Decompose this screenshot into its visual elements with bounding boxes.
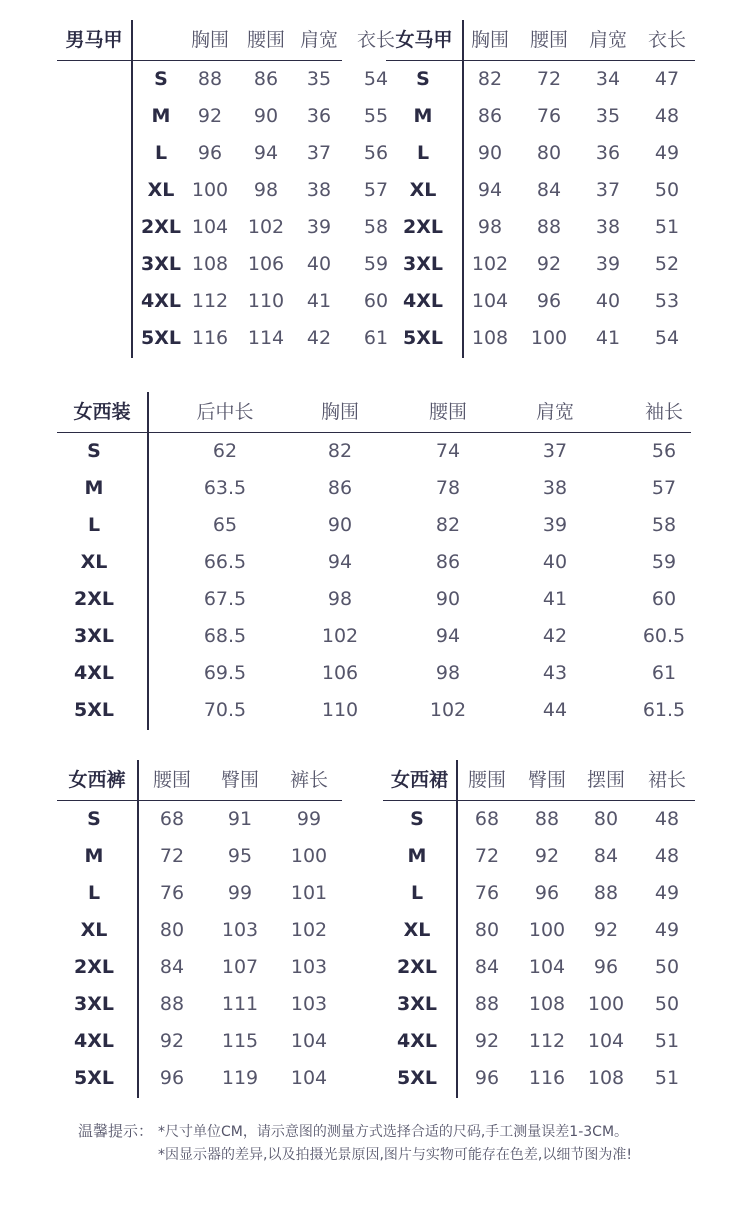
size-label: 4XL — [141, 290, 181, 312]
size-label: 2XL — [74, 588, 114, 610]
measurement-cell: 38 — [542, 477, 568, 499]
measurement-cell: 94 — [435, 625, 461, 647]
measurement-cell: 88 — [593, 882, 619, 904]
column-header: 胸围 — [320, 401, 359, 423]
measurement-cell: 98 — [327, 588, 353, 610]
measurement-cell: 48 — [654, 845, 680, 867]
measurement-cell: 84 — [536, 179, 562, 201]
column-header: 衣长 — [356, 29, 395, 51]
table-title: 女马甲 — [395, 29, 453, 51]
measurement-cell: 35 — [306, 68, 332, 90]
measurement-cell: 61 — [363, 327, 389, 349]
table-row — [383, 949, 695, 986]
measurement-cell: 44 — [542, 699, 568, 721]
measurement-cell: 37 — [306, 142, 332, 164]
measurement-cell: 58 — [363, 216, 389, 238]
measurement-cell: 39 — [306, 216, 332, 238]
size-label: 2XL — [141, 216, 181, 238]
measurement-cell: 52 — [654, 253, 680, 275]
measurement-cell: 62 — [212, 440, 238, 462]
table-header — [386, 20, 695, 61]
measurement-cell: 50 — [654, 956, 680, 978]
size-label: M — [151, 105, 171, 127]
table-row — [386, 172, 695, 209]
table-header — [57, 20, 395, 61]
table-row — [57, 912, 342, 949]
measurement-cell: 112 — [528, 1030, 566, 1052]
size-label: L — [410, 882, 424, 904]
size-label: 2XL — [74, 956, 114, 978]
measurement-cell: 114 — [247, 327, 285, 349]
table-row — [57, 246, 389, 283]
measurement-cell: 54 — [363, 68, 389, 90]
measurement-cell: 86 — [327, 477, 353, 499]
measurement-cell: 96 — [534, 882, 560, 904]
measurement-cell: 92 — [534, 845, 560, 867]
table-title: 男马甲 — [65, 29, 123, 51]
size-label: 3XL — [74, 625, 114, 647]
measurement-cell: 90 — [253, 105, 279, 127]
measurement-cell: 99 — [296, 808, 322, 830]
measurement-cell: 84 — [474, 956, 500, 978]
column-header: 肩宽 — [588, 29, 627, 51]
size-label: M — [407, 845, 427, 867]
measurement-cell: 70.5 — [203, 699, 247, 721]
table-row — [57, 801, 342, 838]
column-header: 腰围 — [246, 29, 285, 51]
measurement-cell: 112 — [191, 290, 229, 312]
size-label: 3XL — [397, 993, 437, 1015]
table-header — [57, 392, 691, 433]
size-label: 5XL — [74, 1067, 114, 1089]
measurement-cell: 82 — [327, 440, 353, 462]
measurement-cell: 86 — [435, 551, 461, 573]
measurement-cell: 74 — [435, 440, 461, 462]
measurement-cell: 110 — [321, 699, 359, 721]
table-row — [57, 838, 342, 875]
measurement-cell: 76 — [474, 882, 500, 904]
measurement-cell: 48 — [654, 105, 680, 127]
measurement-cell: 108 — [191, 253, 229, 275]
column-header: 袖长 — [644, 401, 683, 423]
table-row — [383, 986, 695, 1023]
measurement-cell: 116 — [528, 1067, 566, 1089]
measurement-cell: 100 — [528, 919, 566, 941]
table-row — [57, 470, 691, 507]
measurement-cell: 36 — [595, 142, 621, 164]
measurement-cell: 102 — [471, 253, 509, 275]
measurement-cell: 98 — [477, 216, 503, 238]
size-label: S — [154, 68, 168, 90]
measurement-cell: 101 — [290, 882, 328, 904]
size-table-womens-skirt — [383, 760, 695, 1101]
measurement-cell: 69.5 — [203, 662, 247, 684]
measurement-cell: 111 — [221, 993, 259, 1015]
measurement-cell: 51 — [654, 1067, 680, 1089]
measurement-cell: 60.5 — [642, 625, 686, 647]
measurement-cell: 80 — [593, 808, 619, 830]
measurement-cell: 40 — [542, 551, 568, 573]
measurement-cell: 38 — [306, 179, 332, 201]
measurement-cell: 48 — [654, 808, 680, 830]
size-label: 3XL — [74, 993, 114, 1015]
table-row — [57, 98, 389, 135]
measurement-cell: 92 — [159, 1030, 185, 1052]
table-row — [57, 618, 691, 655]
measurement-cell: 59 — [363, 253, 389, 275]
measurement-cell: 34 — [595, 68, 621, 90]
table-row — [57, 1023, 342, 1060]
measurement-cell: 49 — [654, 919, 680, 941]
size-label: XL — [147, 179, 175, 201]
measurement-cell: 72 — [536, 68, 562, 90]
measurement-cell: 61.5 — [642, 699, 686, 721]
measurement-cell: 49 — [654, 142, 680, 164]
measurement-cell: 68 — [474, 808, 500, 830]
measurement-cell: 103 — [290, 956, 328, 978]
measurement-cell: 50 — [654, 993, 680, 1015]
table-row — [386, 320, 695, 357]
column-header: 裤长 — [289, 769, 328, 791]
size-label: 5XL — [403, 327, 443, 349]
measurement-cell: 58 — [651, 514, 677, 536]
table-row — [57, 507, 691, 544]
measurement-cell: 115 — [221, 1030, 259, 1052]
measurement-cell: 88 — [536, 216, 562, 238]
measurement-cell: 103 — [290, 993, 328, 1015]
measurement-cell: 88 — [534, 808, 560, 830]
measurement-cell: 94 — [327, 551, 353, 573]
measurement-cell: 88 — [197, 68, 223, 90]
size-label: XL — [80, 551, 108, 573]
column-header: 摆围 — [586, 769, 625, 791]
table-row — [57, 135, 389, 172]
size-label: L — [416, 142, 430, 164]
table-header — [57, 760, 342, 801]
measurement-cell: 99 — [227, 882, 253, 904]
table-row — [383, 912, 695, 949]
column-header: 臀围 — [220, 769, 259, 791]
measurement-cell: 68 — [159, 808, 185, 830]
notes-line-2: *因显示器的差异,以及拍摄光景原因,图片与实物可能存在色差,以细节图为准! — [158, 1147, 632, 1163]
measurement-cell: 40 — [595, 290, 621, 312]
size-label: L — [87, 514, 101, 536]
table-row — [57, 61, 389, 98]
measurement-cell: 103 — [221, 919, 259, 941]
table-row — [386, 98, 695, 135]
table-row — [386, 135, 695, 172]
measurement-cell: 51 — [654, 1030, 680, 1052]
table-row — [386, 209, 695, 246]
table-row — [386, 61, 695, 98]
size-label: 2XL — [397, 956, 437, 978]
size-label: M — [84, 845, 104, 867]
size-label: M — [413, 105, 433, 127]
measurement-cell: 102 — [429, 699, 467, 721]
measurement-cell: 82 — [435, 514, 461, 536]
table-header — [383, 760, 695, 801]
measurement-cell: 104 — [471, 290, 509, 312]
size-label: 4XL — [74, 1030, 114, 1052]
measurement-cell: 96 — [536, 290, 562, 312]
size-table-womens-trousers — [57, 760, 342, 1101]
table-row — [57, 949, 342, 986]
size-label: XL — [409, 179, 437, 201]
measurement-cell: 108 — [471, 327, 509, 349]
table-row — [57, 1060, 342, 1097]
measurement-cell: 106 — [321, 662, 359, 684]
measurement-cell: 67.5 — [203, 588, 247, 610]
measurement-cell: 35 — [595, 105, 621, 127]
column-header: 腰围 — [152, 769, 191, 791]
notes-label: 温馨提示： — [78, 1122, 154, 1140]
measurement-cell: 90 — [477, 142, 503, 164]
measurement-cell: 92 — [197, 105, 223, 127]
measurement-cell: 51 — [654, 216, 680, 238]
size-table-womens-vest — [386, 20, 695, 361]
table-row — [57, 209, 389, 246]
measurement-cell: 72 — [474, 845, 500, 867]
size-label: XL — [403, 919, 431, 941]
measurement-cell: 96 — [593, 956, 619, 978]
size-label: M — [84, 477, 104, 499]
size-label: 5XL — [397, 1067, 437, 1089]
measurement-cell: 61 — [651, 662, 677, 684]
measurement-cell: 102 — [247, 216, 285, 238]
measurement-cell: 104 — [528, 956, 566, 978]
size-label: L — [154, 142, 168, 164]
column-header: 腰围 — [529, 29, 568, 51]
measurement-cell: 40 — [306, 253, 332, 275]
column-header: 臀围 — [527, 769, 566, 791]
measurement-cell: 50 — [654, 179, 680, 201]
measurement-cell: 100 — [290, 845, 328, 867]
size-label: S — [410, 808, 424, 830]
size-table-womens-suit — [57, 392, 691, 733]
measurement-cell: 96 — [197, 142, 223, 164]
measurement-cell: 60 — [651, 588, 677, 610]
measurement-cell: 56 — [363, 142, 389, 164]
measurement-cell: 106 — [247, 253, 285, 275]
size-label: 4XL — [403, 290, 443, 312]
column-header: 衣长 — [647, 29, 686, 51]
measurement-cell: 68.5 — [203, 625, 247, 647]
table-row — [57, 544, 691, 581]
size-label: 4XL — [397, 1030, 437, 1052]
measurement-cell: 94 — [253, 142, 279, 164]
measurement-cell: 98 — [253, 179, 279, 201]
measurement-cell: 80 — [536, 142, 562, 164]
measurement-cell: 108 — [528, 993, 566, 1015]
size-label: L — [87, 882, 101, 904]
size-label: 5XL — [74, 699, 114, 721]
table-row — [383, 838, 695, 875]
measurement-cell: 47 — [654, 68, 680, 90]
size-label: 2XL — [403, 216, 443, 238]
table-title: 女西装 — [73, 401, 131, 423]
table-row — [57, 986, 342, 1023]
table-row — [57, 875, 342, 912]
measurement-cell: 78 — [435, 477, 461, 499]
measurement-cell: 84 — [159, 956, 185, 978]
size-table-mens-vest — [57, 20, 395, 361]
measurement-cell: 100 — [191, 179, 229, 201]
measurement-cell: 37 — [595, 179, 621, 201]
measurement-cell: 57 — [363, 179, 389, 201]
size-label: XL — [80, 919, 108, 941]
measurement-cell: 95 — [227, 845, 253, 867]
measurement-cell: 90 — [435, 588, 461, 610]
measurement-cell: 102 — [321, 625, 359, 647]
table-title: 女西裙 — [390, 769, 448, 791]
measurement-cell: 57 — [651, 477, 677, 499]
size-label: 3XL — [141, 253, 181, 275]
column-header: 腰围 — [467, 769, 506, 791]
measurement-cell: 42 — [306, 327, 332, 349]
size-label: S — [416, 68, 430, 90]
measurement-cell: 80 — [474, 919, 500, 941]
measurement-cell: 100 — [587, 993, 625, 1015]
measurement-cell: 56 — [651, 440, 677, 462]
measurement-cell: 63.5 — [203, 477, 247, 499]
measurement-cell: 86 — [477, 105, 503, 127]
table-row — [57, 172, 389, 209]
measurement-cell: 104 — [290, 1030, 328, 1052]
measurement-cell: 76 — [536, 105, 562, 127]
measurement-cell: 65 — [212, 514, 238, 536]
measurement-cell: 53 — [654, 290, 680, 312]
table-row — [383, 1023, 695, 1060]
table-row — [57, 655, 691, 692]
measurement-cell: 104 — [290, 1067, 328, 1089]
measurement-cell: 102 — [290, 919, 328, 941]
measurement-cell: 80 — [159, 919, 185, 941]
measurement-cell: 59 — [651, 551, 677, 573]
measurement-cell: 88 — [474, 993, 500, 1015]
column-header: 胸围 — [190, 29, 229, 51]
size-label: 4XL — [74, 662, 114, 684]
table-row — [383, 801, 695, 838]
measurement-cell: 36 — [306, 105, 332, 127]
notes-line-1: *尺寸单位CM，请示意图的测量方式选择合适的尺码,手工测量误差1-3CM。 — [158, 1124, 629, 1140]
measurement-cell: 72 — [159, 845, 185, 867]
measurement-cell: 104 — [587, 1030, 625, 1052]
measurement-cell: 84 — [593, 845, 619, 867]
table-row — [386, 283, 695, 320]
table-row — [383, 875, 695, 912]
size-label: 3XL — [403, 253, 443, 275]
measurement-cell: 39 — [595, 253, 621, 275]
measurement-cell: 91 — [227, 808, 253, 830]
size-label: S — [87, 440, 101, 462]
table-row — [57, 433, 691, 470]
measurement-cell: 66.5 — [203, 551, 247, 573]
size-label: 5XL — [141, 327, 181, 349]
measurement-cell: 116 — [191, 327, 229, 349]
measurement-cell: 107 — [221, 956, 259, 978]
table-row — [383, 1060, 695, 1097]
measurement-cell: 55 — [363, 105, 389, 127]
measurement-cell: 86 — [253, 68, 279, 90]
measurement-cell: 108 — [587, 1067, 625, 1089]
measurement-cell: 82 — [477, 68, 503, 90]
table-row — [57, 581, 691, 618]
measurement-cell: 43 — [542, 662, 568, 684]
measurement-cell: 42 — [542, 625, 568, 647]
table-row — [57, 692, 691, 729]
column-header: 裙长 — [647, 769, 686, 791]
table-row — [57, 320, 389, 357]
measurement-cell: 60 — [363, 290, 389, 312]
measurement-cell: 98 — [435, 662, 461, 684]
measurement-cell: 104 — [191, 216, 229, 238]
measurement-cell: 90 — [327, 514, 353, 536]
measurement-cell: 96 — [474, 1067, 500, 1089]
table-row — [57, 283, 389, 320]
measurement-cell: 92 — [593, 919, 619, 941]
measurement-cell: 88 — [159, 993, 185, 1015]
column-header: 胸围 — [470, 29, 509, 51]
column-header: 后中长 — [196, 401, 254, 423]
measurement-cell: 94 — [477, 179, 503, 201]
measurement-cell: 100 — [530, 327, 568, 349]
size-label: S — [87, 808, 101, 830]
measurement-cell: 92 — [536, 253, 562, 275]
measurement-cell: 38 — [595, 216, 621, 238]
measurement-cell: 41 — [595, 327, 621, 349]
column-header: 腰围 — [428, 401, 467, 423]
measurement-cell: 92 — [474, 1030, 500, 1052]
measurement-cell: 39 — [542, 514, 568, 536]
measurement-cell: 76 — [159, 882, 185, 904]
measurement-cell: 49 — [654, 882, 680, 904]
measurement-cell: 37 — [542, 440, 568, 462]
measurement-cell: 41 — [306, 290, 332, 312]
measurement-cell: 41 — [542, 588, 568, 610]
column-header: 肩宽 — [299, 29, 338, 51]
table-row — [386, 246, 695, 283]
measurement-cell: 54 — [654, 327, 680, 349]
table-title: 女西裤 — [68, 769, 126, 791]
measurement-cell: 119 — [221, 1067, 259, 1089]
measurement-cell: 96 — [159, 1067, 185, 1089]
measurement-cell: 110 — [247, 290, 285, 312]
column-header: 肩宽 — [535, 401, 574, 423]
